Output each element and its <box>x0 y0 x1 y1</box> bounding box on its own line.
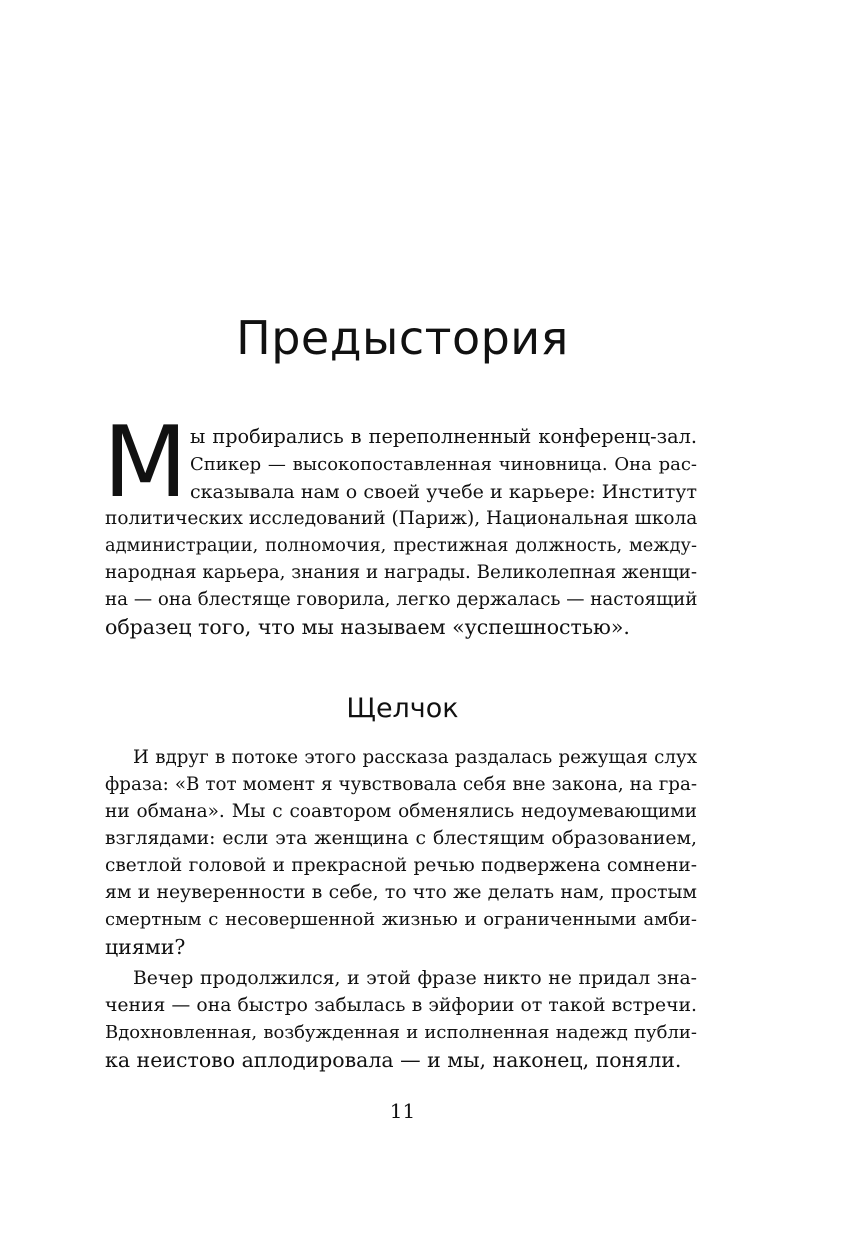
paragraph-line: взглядами: если эта женщина с блестящим образованием, <box>105 828 697 849</box>
paragraph-line: ни обмана». Мы с соавтором обменялись недоумевающими <box>105 801 697 822</box>
paragraph-line: чения — она быстро забылась в эйфории от такой встречи. <box>105 995 697 1016</box>
paragraph-line: циями? <box>105 935 186 959</box>
page-title: Предыстория <box>236 311 569 365</box>
intro-line: на — она блестяще говорила, легко держалась — настоящий <box>105 589 697 610</box>
intro-line: образец того, что мы называем «успешностью». <box>105 615 630 639</box>
intro-line: политических исследований (Париж), Национальная школа <box>105 508 697 529</box>
paragraph-line: Вечер продолжился, и этой фразе никто не придал зна- <box>133 968 697 989</box>
drop-cap: М <box>103 406 188 520</box>
paragraph-line: светлой головой и прекрасной речью подвержена сомнени- <box>105 855 697 876</box>
paragraph-line: И вдруг в потоке этого рассказа раздалась режущая слух <box>133 747 697 768</box>
paragraph-line: ка неистово аплодировала — и мы, наконец, поняли. <box>105 1048 682 1072</box>
paragraph-line: смертным с несовершенной жизнью и ограниченными амби- <box>105 909 697 930</box>
intro-line: сказывала нам о своей учебе и карьере: Институт <box>190 481 697 503</box>
intro-line: народная карьера, знания и награды. Великолепная женщи- <box>105 562 697 583</box>
intro-line: Спикер — высокопоставленная чиновница. Она рас- <box>190 454 697 475</box>
section-heading: Щелчок <box>346 693 459 724</box>
page-number: 11 <box>389 1099 416 1123</box>
intro-line: ы пробирались в переполненный конференц-зал. <box>190 425 697 448</box>
paragraph-line: фраза: «В тот момент я чувствовала себя вне закона, на гра- <box>105 774 697 795</box>
paragraph-line: ям и неуверенности в себе, то что же делать нам, простым <box>105 882 697 903</box>
intro-line: администрации, полномочия, престижная должность, между- <box>105 536 697 556</box>
paragraph-line: Вдохновленная, возбужденная и исполненная надежд публи- <box>105 1022 697 1043</box>
